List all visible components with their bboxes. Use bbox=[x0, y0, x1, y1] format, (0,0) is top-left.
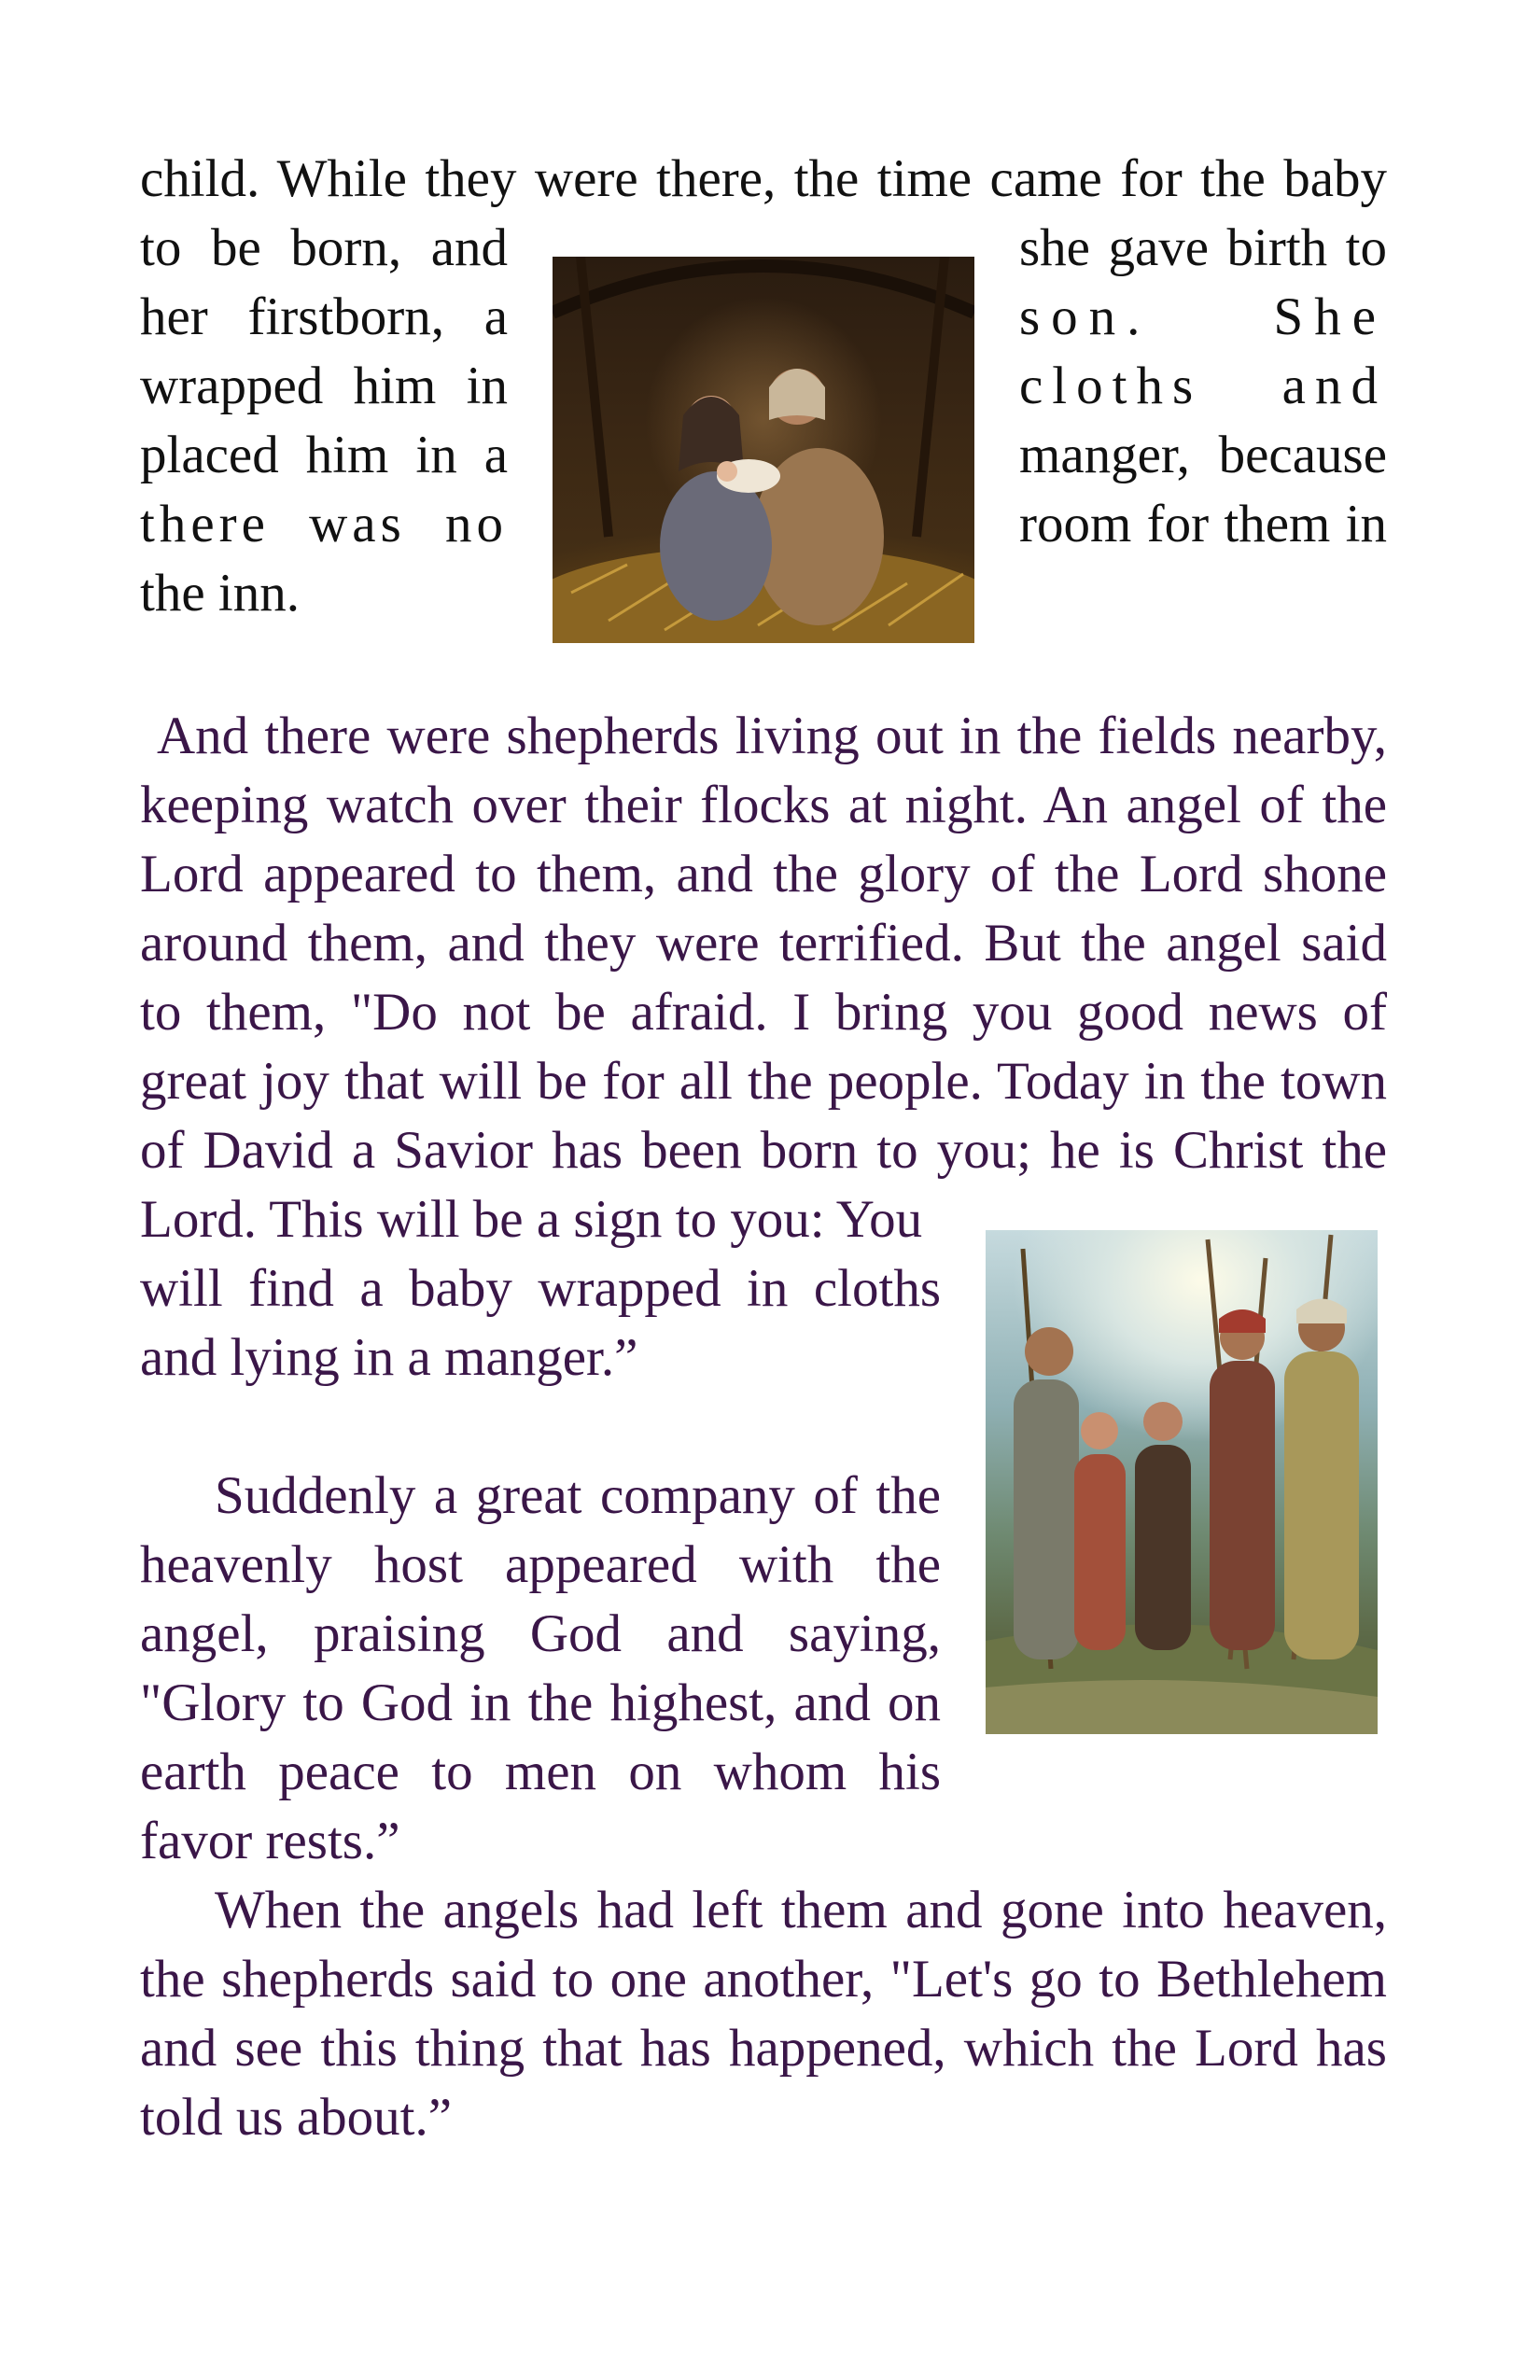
text-line: told us about.” bbox=[140, 2088, 453, 2147]
shepherds-illustration bbox=[986, 1230, 1378, 1734]
text-line: angel, praising God and saying, bbox=[140, 1604, 941, 1663]
text-line: the shepherds said to one another, "Let's go to Bethlehem bbox=[140, 1950, 1387, 2009]
text-line: "Glory to God in the highest, and on bbox=[140, 1673, 941, 1732]
text-line: keeping watch over their flocks at night. An angel of the bbox=[140, 776, 1387, 834]
text-line: the inn. bbox=[140, 564, 300, 623]
text-line: cloths and bbox=[1019, 357, 1387, 415]
text-line: Lord. This will be a sign to you: You bbox=[140, 1190, 923, 1249]
text-line: great joy that will be for all the people. Today in the town bbox=[140, 1052, 1387, 1111]
text-line: wrapped him in bbox=[140, 357, 508, 415]
text-line: son. She bbox=[1019, 287, 1387, 346]
text-line: of David a Savior has been born to you; he is Christ the bbox=[140, 1121, 1387, 1180]
text-line: manger, because bbox=[1019, 426, 1387, 484]
text-line: earth peace to men on whom his bbox=[140, 1743, 941, 1801]
text-line: When the angels had left them and gone into heaven, bbox=[215, 1881, 1387, 1939]
shepherds-image bbox=[986, 1230, 1378, 1734]
text-line: child. While they were there, the time came for the baby bbox=[140, 149, 1387, 208]
text-line: placed him in a bbox=[140, 426, 508, 484]
text-line: around them, and they were terrified. But the angel said bbox=[140, 914, 1387, 973]
text-line: will find a baby wrapped in cloths bbox=[140, 1259, 941, 1318]
text-line: to them, "Do not be afraid. I bring you good news of bbox=[140, 983, 1387, 1042]
text-line: And there were shepherds living out in the fields nearby, bbox=[157, 707, 1387, 765]
text-line: Suddenly a great company of the bbox=[215, 1466, 941, 1525]
text-line: and lying in a manger.” bbox=[140, 1328, 638, 1387]
text-line: favor rests.” bbox=[140, 1812, 400, 1870]
nativity-image bbox=[553, 257, 974, 643]
text-line: and see this thing that has happened, which the Lord has bbox=[140, 2019, 1387, 2078]
text-line: room for them in bbox=[1019, 495, 1387, 553]
text-line: there was no bbox=[140, 495, 508, 553]
text-line: to be born, and bbox=[140, 218, 508, 277]
text-line: she gave birth to bbox=[1019, 218, 1387, 277]
text-line: her firstborn, a bbox=[140, 287, 508, 346]
text-line: heavenly host appeared with the bbox=[140, 1535, 941, 1594]
text-line: Lord appeared to them, and the glory of the Lord shone bbox=[140, 845, 1387, 903]
nativity-illustration bbox=[553, 257, 974, 643]
